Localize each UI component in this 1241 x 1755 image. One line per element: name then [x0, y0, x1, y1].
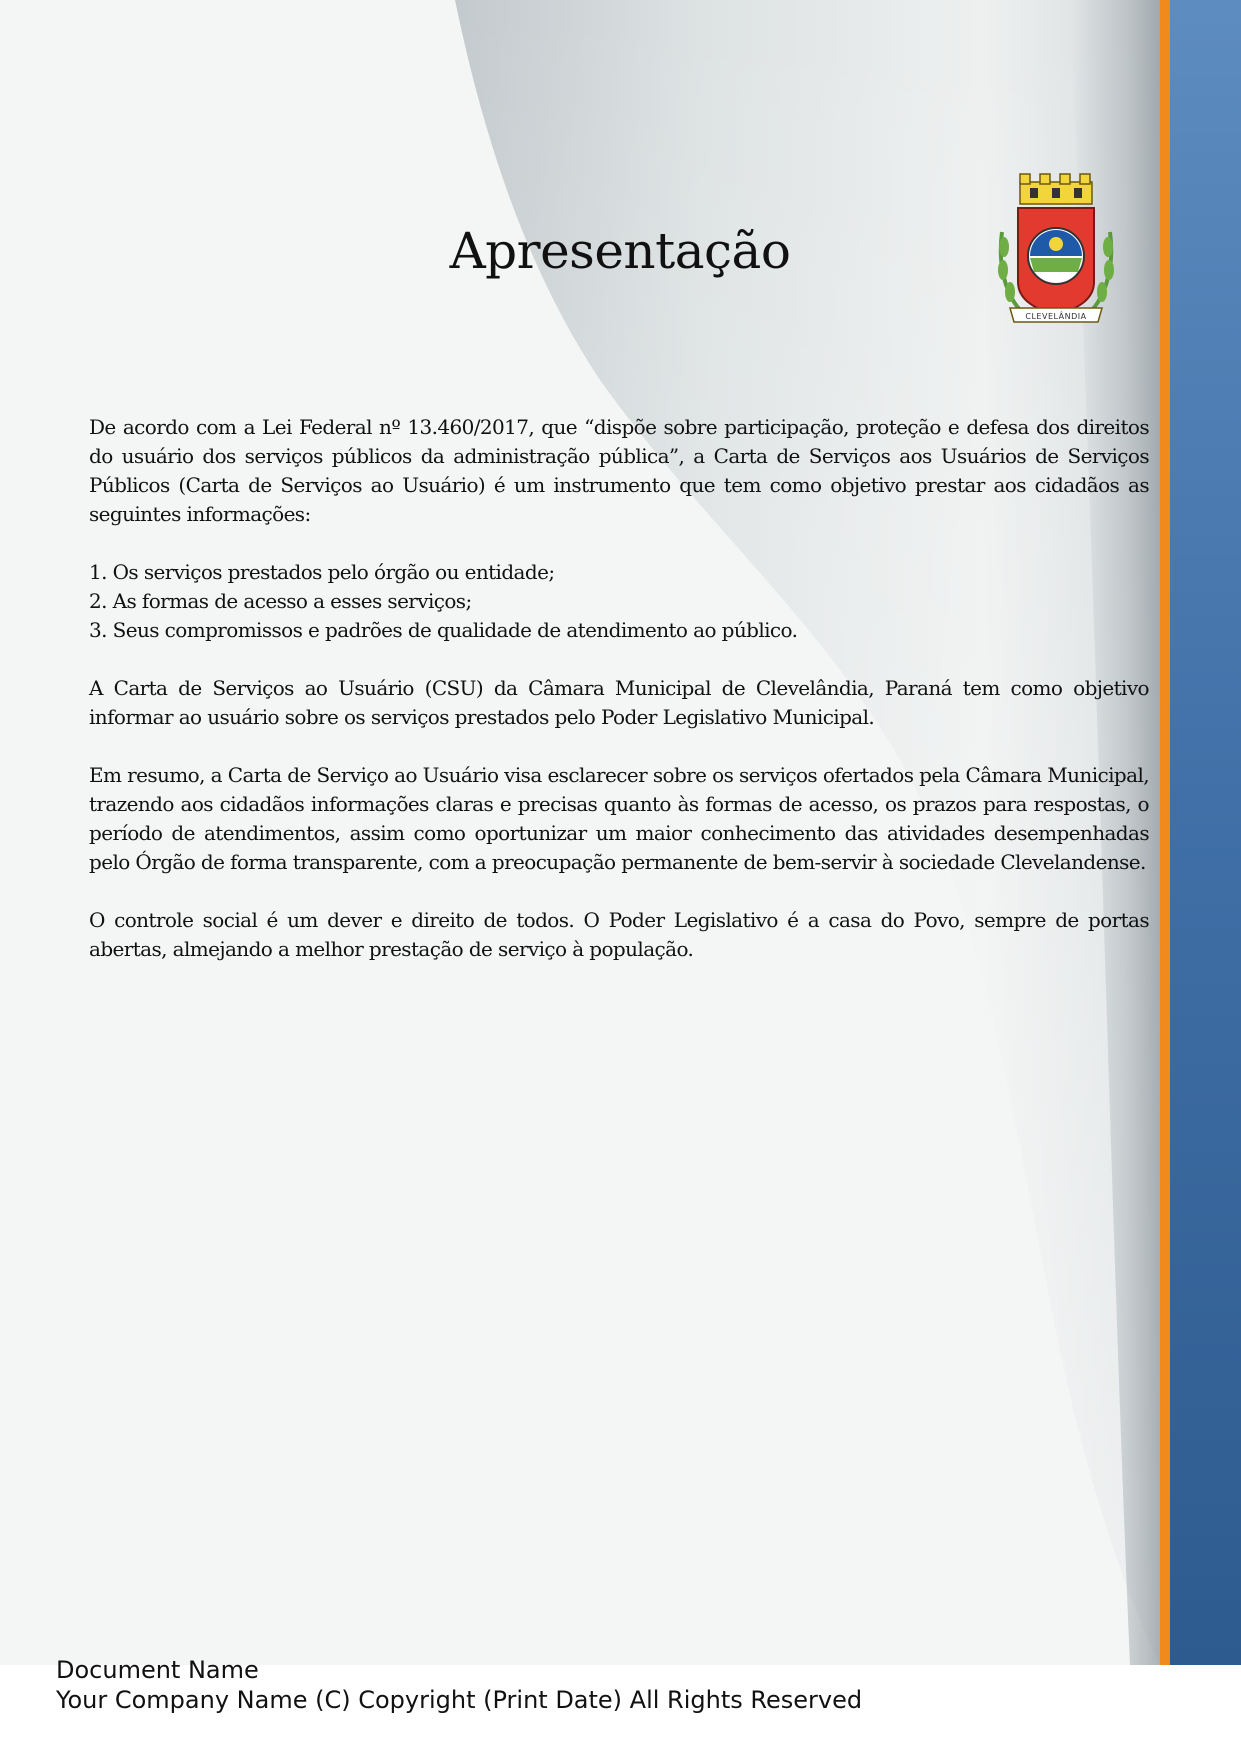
- document-body: [89, 413, 1149, 993]
- svg-text:CLEVELÂNDIA: CLEVELÂNDIA: [1025, 312, 1087, 321]
- footer-copyright: Your Company Name (C) Copyright (Print Date) All Rights Reserved: [56, 1686, 863, 1714]
- coat-of-arms-icon: [990, 172, 1122, 328]
- list-item: 1. Os serviços prestados pelo órgão ou entidade;: [89, 560, 555, 584]
- paragraph-intro: De acordo com a Lei Federal nº 13.460/2017, que “dispõe sobre participação, proteção e defesa dos direitos do usuário dos serviços públicos da administração pública”, a Carta de Serviços aos Usuários de Serviços Públicos (Carta de Serviços ao Usuário) é um instrumento que tem como objetivo prestar aos cidadãos as seguintes informações:: [89, 415, 1149, 526]
- information-list: [89, 558, 1149, 645]
- page-title: Apresentação: [449, 222, 791, 280]
- list-item: 3. Seus compromissos e padrões de qualidade de atendimento ao público.: [89, 618, 798, 642]
- paragraph-summary: Em resumo, a Carta de Serviço ao Usuário visa esclarecer sobre os serviços ofertados pela Câmara Municipal, trazendo aos cidadãos informações claras e precisas quanto às formas de acesso, os prazos para respostas, o período de atendimentos, assim como oportunizar um maior conhecimento das atividades desempenhadas pelo Órgão de forma transparente, com a preocupação permanente de bem-servir à sociedade Clevelandense.: [89, 763, 1149, 874]
- footer-document-name: Document Name: [56, 1656, 259, 1684]
- list-item: 2. As formas de acesso a esses serviços;: [89, 589, 472, 613]
- page-footer: [56, 1655, 1206, 1715]
- paragraph-social-control: O controle social é um dever e direito de todos. O Poder Legislativo é a casa do Povo, sempre de portas abertas, almejando a melhor prestação de serviço à população.: [89, 908, 1149, 961]
- paragraph-csu: A Carta de Serviços ao Usuário (CSU) da Câmara Municipal de Clevelândia, Paraná tem como objetivo informar ao usuário sobre os serviços prestados pelo Poder Legislativo Municipal.: [89, 676, 1149, 729]
